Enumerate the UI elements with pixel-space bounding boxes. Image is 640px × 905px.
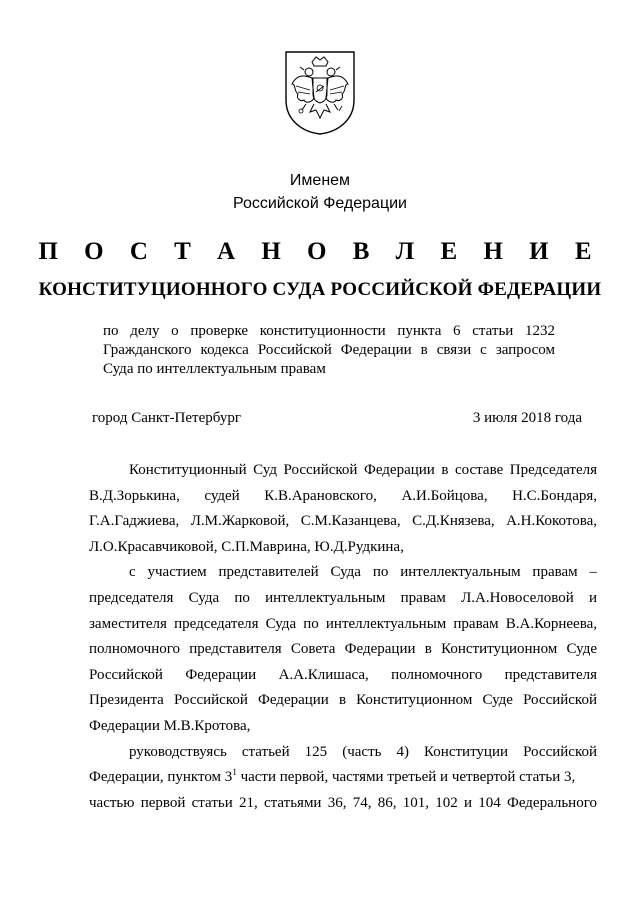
place-of-issue: город Санкт-Петербург <box>92 410 241 426</box>
body-line: частью первой статьи 21, статьями 36, 74, 86, 101, 102 и 104 Федерального <box>89 794 597 811</box>
body-line: заместителя председателя Суда по интеллектуальным правам В.А.Корнеева, <box>89 615 597 632</box>
case-subject-line: по делу о проверке конституционности пункта 6 статьи 1232 <box>103 323 555 339</box>
body-line: Президента Российской Федерации в Конституционном Суде Российской <box>89 692 597 709</box>
case-subject-line: Суда по интеллектуальным правам <box>103 361 326 377</box>
intro-line-1: Именем <box>289 172 351 189</box>
case-subject <box>103 322 555 379</box>
body-line <box>89 765 597 791</box>
body-line: руководствуясь статьей 125 (часть 4) Конституции Российской <box>129 743 597 760</box>
body-line: полномочного представителя Совета Федерации в Конституционном Суде <box>89 641 597 658</box>
document-subtitle: КОНСТИТУЦИОННОГО СУДА РОССИЙСКОЙ ФЕДЕРАЦИИ <box>38 279 602 300</box>
body-line: Л.О.Красавчиковой, С.П.Маврина, Ю.Д.Рудкина, <box>89 538 404 555</box>
intro-line-2: Российской Федерации <box>233 195 407 212</box>
superscript-marker: 1 <box>232 767 237 778</box>
body-line: с участием представителей Суда по интеллектуальным правам – <box>129 564 597 581</box>
body-line: Российской Федерации А.А.Клишаса, полномочного представителя <box>89 666 597 683</box>
russian-coat-of-arms-emblem <box>282 48 358 136</box>
document-title: П О С Т А Н О В Л Е Н И Е <box>38 238 602 265</box>
body-line-part: Федерации, пунктом 3 <box>89 769 233 786</box>
body-text <box>89 458 597 816</box>
body-line: Г.А.Гаджиева, Л.М.Жарковой, С.М.Казанцева, С.Д.Князева, А.Н.Кокотова, <box>89 513 597 530</box>
body-line-part: части первой, частями третьей и четвертой статьи 3, <box>236 769 576 786</box>
body-line: Федерации М.В.Кротова, <box>89 717 251 734</box>
body-line: председателя Суда по интеллектуальным правам Л.А.Новоселовой и <box>89 589 597 606</box>
case-subject-line: Гражданского кодекса Российской Федерации в связи с запросом <box>103 342 555 358</box>
date-of-issue: 3 июля 2018 года <box>472 410 582 426</box>
body-line: В.Д.Зорькина, судей К.В.Арановского, А.И.Бойцова, Н.С.Бондаря, <box>89 487 597 504</box>
body-line: Конституционный Суд Российской Федерации в составе Председателя <box>129 462 597 478</box>
